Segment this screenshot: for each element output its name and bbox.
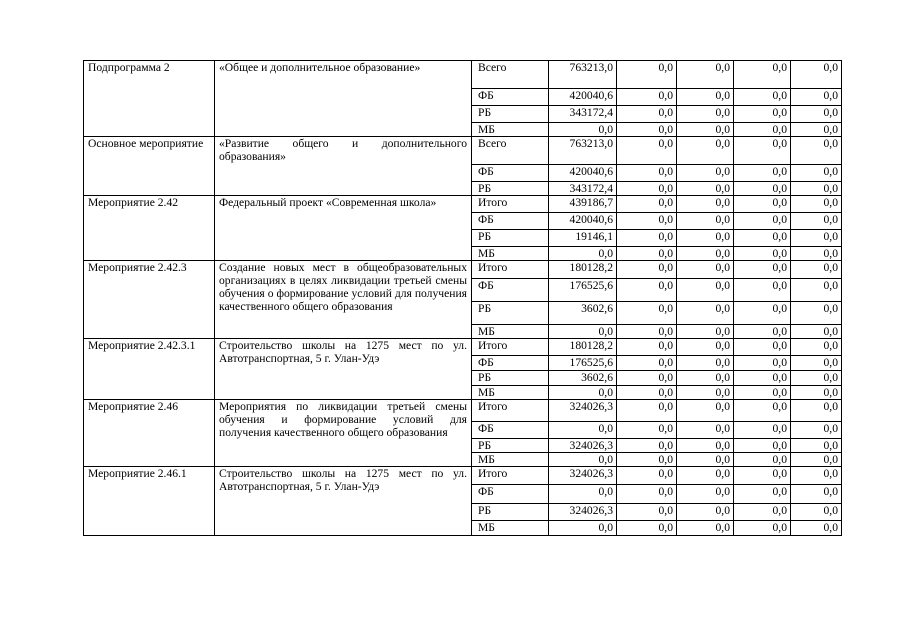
amount-cell: 0,0 [677,279,734,302]
amount-cell: 0,0 [791,453,842,467]
amount-cell: 0,0 [617,279,677,302]
amount-cell: 763213,0 [549,137,617,165]
amount-cell: 0,0 [677,400,734,422]
amount-cell: 176525,6 [549,356,617,371]
amount-cell: 0,0 [549,521,617,536]
funding-source: РБ [472,439,549,453]
amount-cell: 0,0 [617,356,677,371]
amount-cell: 0,0 [791,196,842,213]
amount-cell: 0,0 [617,467,677,485]
amount-cell: 0,0 [734,400,791,422]
program-description: Строительство школы на 1275 мест по ул. Автотранспортная, 5 г. Улан-Удэ [215,467,472,536]
amount-cell: 0,0 [791,182,842,196]
program-name: Мероприятие 2.42.3.1 [84,339,215,400]
amount-cell: 0,0 [791,521,842,536]
funding-source: ФБ [472,485,549,504]
budget-table [83,60,842,536]
amount-cell: 0,0 [617,325,677,339]
amount-cell: 420040,6 [549,165,617,182]
amount-cell: 343172,4 [549,182,617,196]
amount-cell: 0,0 [677,453,734,467]
program-name: Основное мероприятие [84,137,215,196]
amount-cell: 0,0 [617,504,677,521]
amount-cell: 0,0 [791,467,842,485]
amount-cell: 0,0 [734,182,791,196]
amount-cell: 0,0 [734,485,791,504]
amount-cell: 0,0 [734,422,791,439]
amount-cell: 0,0 [677,302,734,325]
amount-cell: 0,0 [549,422,617,439]
amount-cell: 0,0 [677,261,734,279]
funding-source: Итого [472,339,549,356]
amount-cell: 0,0 [677,356,734,371]
funding-source: РБ [472,302,549,325]
program-description: Создание новых мест в общеобразовательных организациях в целях ликвидации третьей смены обучения о формирование условий для получения качественного общего образования [215,261,472,339]
funding-source: ФБ [472,213,549,230]
program-description: «Общее и дополнительное образование» [215,61,472,137]
amount-cell: 0,0 [734,302,791,325]
funding-source: МБ [472,453,549,467]
amount-cell: 180128,2 [549,339,617,356]
funding-source: МБ [472,521,549,536]
amount-cell: 0,0 [791,422,842,439]
amount-cell: 0,0 [791,400,842,422]
amount-cell: 420040,6 [549,213,617,230]
amount-cell: 0,0 [791,485,842,504]
amount-cell: 0,0 [617,182,677,196]
funding-source: МБ [472,123,549,137]
amount-cell: 0,0 [734,213,791,230]
program-name: Мероприятие 2.46 [84,400,215,467]
amount-cell: 0,0 [677,339,734,356]
amount-cell: 0,0 [549,386,617,400]
amount-cell: 0,0 [549,247,617,261]
amount-cell: 0,0 [617,302,677,325]
funding-source: РБ [472,230,549,247]
program-name: Мероприятие 2.42.3 [84,261,215,339]
amount-cell: 0,0 [677,182,734,196]
amount-cell: 0,0 [734,521,791,536]
amount-cell: 439186,7 [549,196,617,213]
amount-cell: 0,0 [549,325,617,339]
amount-cell: 0,0 [734,61,791,89]
amount-cell: 0,0 [734,339,791,356]
amount-cell: 0,0 [791,325,842,339]
table-row [84,467,842,485]
amount-cell: 0,0 [734,325,791,339]
amount-cell: 0,0 [677,61,734,89]
amount-cell: 0,0 [791,123,842,137]
amount-cell: 0,0 [677,504,734,521]
funding-source: ФБ [472,165,549,182]
amount-cell: 0,0 [734,386,791,400]
amount-cell: 420040,6 [549,89,617,106]
program-description: «Развитие общего и дополнительного образования» [215,137,472,196]
amount-cell: 0,0 [677,89,734,106]
amount-cell: 0,0 [617,247,677,261]
table-row [84,261,842,279]
amount-cell: 0,0 [734,453,791,467]
amount-cell: 0,0 [791,137,842,165]
table-row [84,137,842,165]
amount-cell: 0,0 [791,279,842,302]
table-row [84,400,842,422]
amount-cell: 0,0 [549,453,617,467]
amount-cell: 0,0 [617,123,677,137]
amount-cell: 0,0 [677,371,734,386]
amount-cell: 19146,1 [549,230,617,247]
funding-source: РБ [472,106,549,123]
funding-source: РБ [472,371,549,386]
amount-cell: 0,0 [677,137,734,165]
amount-cell: 3602,6 [549,302,617,325]
amount-cell: 0,0 [617,196,677,213]
funding-source: ФБ [472,279,549,302]
amount-cell: 0,0 [734,439,791,453]
amount-cell: 0,0 [549,485,617,504]
amount-cell: 343172,4 [549,106,617,123]
funding-source: Всего [472,61,549,89]
amount-cell: 0,0 [617,339,677,356]
amount-cell: 0,0 [677,213,734,230]
program-name: Мероприятие 2.42 [84,196,215,261]
amount-cell: 0,0 [791,61,842,89]
amount-cell: 176525,6 [549,279,617,302]
table-row [84,61,842,89]
amount-cell: 0,0 [677,386,734,400]
amount-cell: 0,0 [617,89,677,106]
program-name: Подпрограмма 2 [84,61,215,137]
amount-cell: 0,0 [617,422,677,439]
amount-cell: 0,0 [791,106,842,123]
amount-cell: 0,0 [617,261,677,279]
amount-cell: 0,0 [791,230,842,247]
amount-cell: 0,0 [677,165,734,182]
funding-source: Итого [472,467,549,485]
amount-cell: 0,0 [734,123,791,137]
amount-cell: 0,0 [791,302,842,325]
amount-cell: 0,0 [734,247,791,261]
funding-source: Итого [472,400,549,422]
amount-cell: 0,0 [617,485,677,504]
amount-cell: 0,0 [734,230,791,247]
amount-cell: 0,0 [791,439,842,453]
amount-cell: 324026,3 [549,467,617,485]
funding-source: РБ [472,504,549,521]
amount-cell: 0,0 [617,453,677,467]
amount-cell: 0,0 [549,123,617,137]
amount-cell: 0,0 [734,371,791,386]
amount-cell: 0,0 [617,106,677,123]
amount-cell: 0,0 [677,325,734,339]
table-row [84,339,842,356]
amount-cell: 0,0 [677,247,734,261]
amount-cell: 0,0 [734,106,791,123]
amount-cell: 0,0 [617,371,677,386]
funding-source: Итого [472,261,549,279]
amount-cell: 0,0 [791,247,842,261]
amount-cell: 0,0 [617,230,677,247]
amount-cell: 0,0 [677,123,734,137]
funding-source: РБ [472,182,549,196]
funding-source: МБ [472,247,549,261]
amount-cell: 0,0 [734,137,791,165]
amount-cell: 0,0 [677,467,734,485]
amount-cell: 0,0 [617,61,677,89]
amount-cell: 0,0 [677,106,734,123]
amount-cell: 324026,3 [549,504,617,521]
amount-cell: 0,0 [617,213,677,230]
amount-cell: 0,0 [617,386,677,400]
program-name: Мероприятие 2.46.1 [84,467,215,536]
funding-source: МБ [472,325,549,339]
amount-cell: 0,0 [791,165,842,182]
amount-cell: 0,0 [734,165,791,182]
table-row [84,196,842,213]
amount-cell: 0,0 [677,196,734,213]
amount-cell: 0,0 [734,261,791,279]
amount-cell: 0,0 [617,400,677,422]
amount-cell: 324026,3 [549,439,617,453]
program-description: Строительство школы на 1275 мест по ул. Автотранспортная, 5 г. Улан-Удэ [215,339,472,400]
program-description: Федеральный проект «Современная школа» [215,196,472,261]
amount-cell: 180128,2 [549,261,617,279]
program-description: Мероприятия по ликвидации третьей смены обучения и формирование условий для получения качественного общего образования [215,400,472,467]
amount-cell: 763213,0 [549,61,617,89]
funding-source: ФБ [472,89,549,106]
amount-cell: 0,0 [734,196,791,213]
funding-source: Всего [472,137,549,165]
amount-cell: 0,0 [791,371,842,386]
amount-cell: 0,0 [791,261,842,279]
amount-cell: 0,0 [617,521,677,536]
funding-source: ФБ [472,422,549,439]
funding-source: Итого [472,196,549,213]
amount-cell: 0,0 [734,279,791,302]
amount-cell: 324026,3 [549,400,617,422]
amount-cell: 0,0 [734,504,791,521]
amount-cell: 0,0 [617,165,677,182]
funding-source: МБ [472,386,549,400]
amount-cell: 0,0 [734,356,791,371]
amount-cell: 0,0 [677,521,734,536]
amount-cell: 0,0 [677,230,734,247]
amount-cell: 0,0 [791,386,842,400]
amount-cell: 0,0 [677,485,734,504]
amount-cell: 0,0 [677,439,734,453]
amount-cell: 0,0 [677,422,734,439]
amount-cell: 0,0 [734,467,791,485]
amount-cell: 3602,6 [549,371,617,386]
amount-cell: 0,0 [791,213,842,230]
amount-cell: 0,0 [617,439,677,453]
amount-cell: 0,0 [791,356,842,371]
amount-cell: 0,0 [791,89,842,106]
funding-source: ФБ [472,356,549,371]
amount-cell: 0,0 [791,339,842,356]
amount-cell: 0,0 [791,504,842,521]
amount-cell: 0,0 [617,137,677,165]
amount-cell: 0,0 [734,89,791,106]
